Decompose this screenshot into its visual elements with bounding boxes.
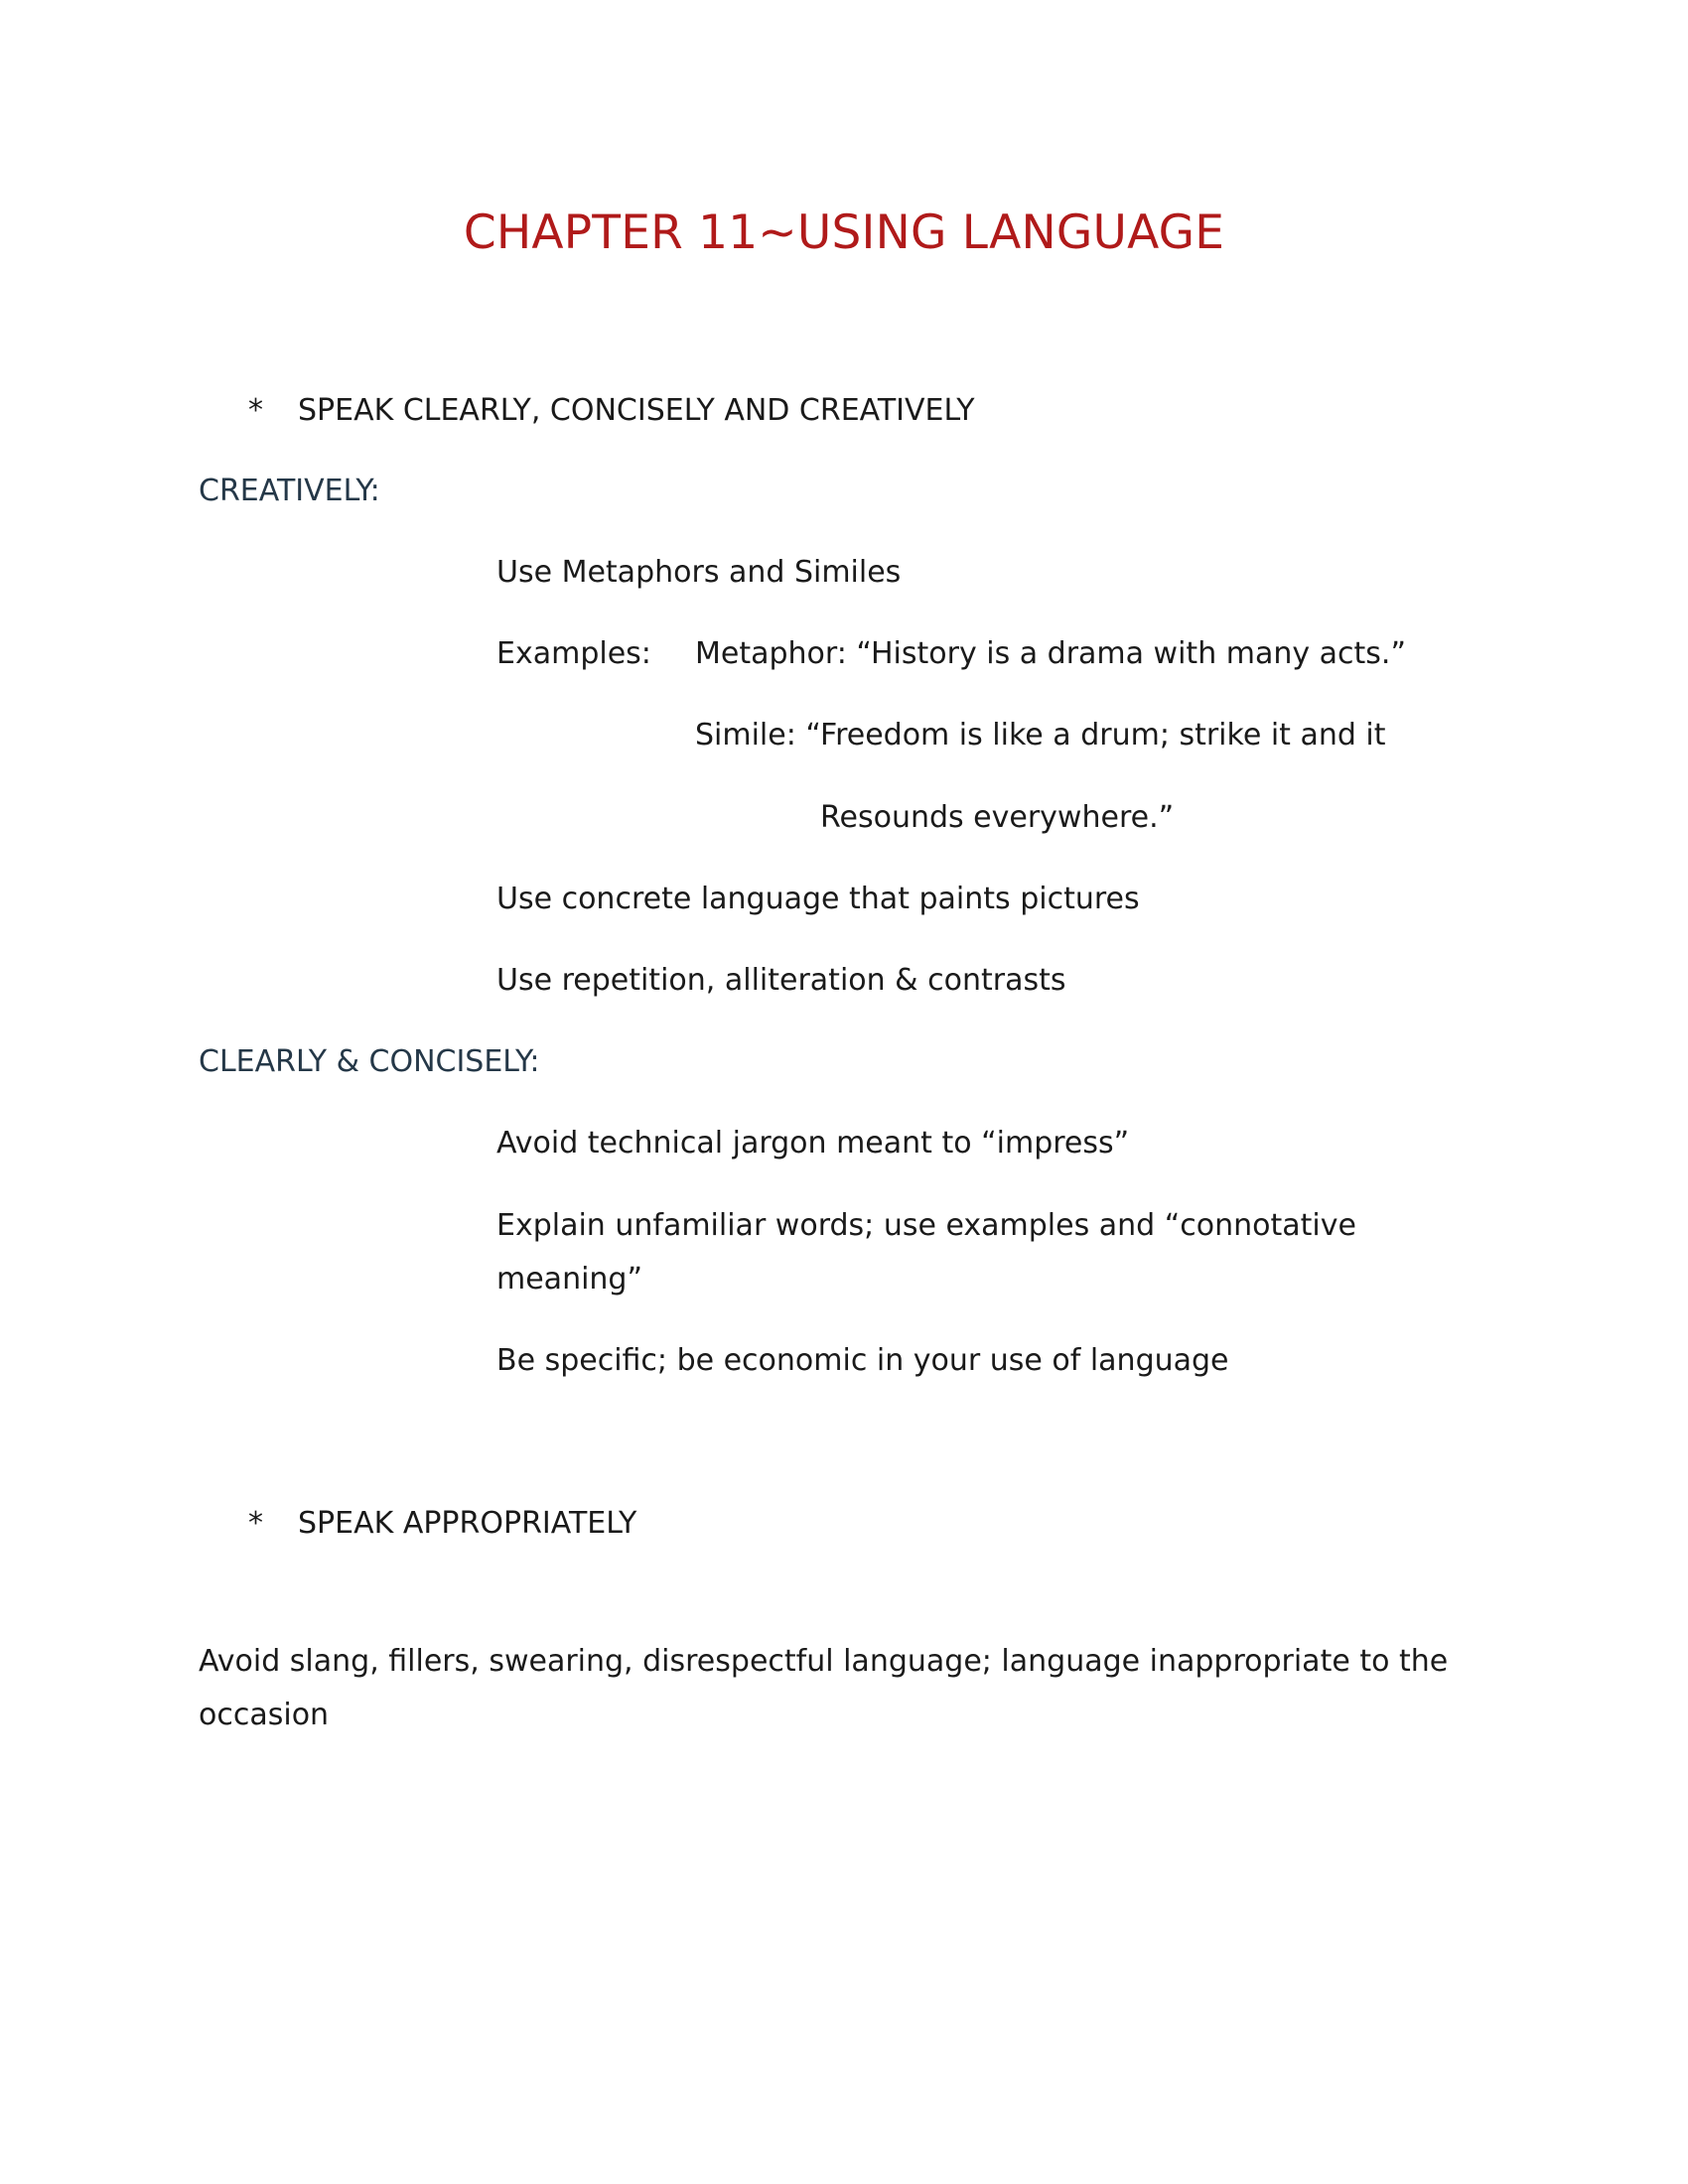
simile-example-line2: Resounds everywhere.” bbox=[820, 800, 1175, 835]
list-item: Use repetition, alliteration & contrasts bbox=[496, 963, 1066, 998]
list-item: Be specific; be economic in your use of language bbox=[496, 1343, 1229, 1378]
bullet-asterisk: * bbox=[248, 1506, 263, 1541]
bullet-asterisk: * bbox=[248, 393, 263, 428]
subheading-creatively: CREATIVELY: bbox=[199, 474, 380, 508]
chapter-title: CHAPTER 11~USING LANGUAGE bbox=[463, 205, 1225, 260]
section-heading-speak-appropriately: SPEAK APPROPRIATELY bbox=[298, 1506, 637, 1541]
section-heading-speak-clearly: SPEAK CLEARLY, CONCISELY AND CREATIVELY bbox=[298, 393, 975, 428]
list-item: Explain unfamiliar words; use examples and “connotative meaning” bbox=[496, 1208, 1356, 1297]
metaphor-example: Metaphor: “History is a drama with many acts.” bbox=[695, 636, 1407, 671]
subheading-clearly-concisely: CLEARLY & CONCISELY: bbox=[199, 1044, 540, 1079]
examples-label: Examples: bbox=[496, 636, 651, 671]
list-item: Use concrete language that paints pictures bbox=[496, 882, 1140, 916]
closing-paragraph: Avoid slang, fillers, swearing, disrespectful language; language inappropriate to the occasion bbox=[199, 1644, 1449, 1732]
simile-example-line1: Simile: “Freedom is like a drum; strike it and it bbox=[695, 718, 1386, 752]
list-item: Avoid technical jargon meant to “impress” bbox=[496, 1126, 1130, 1160]
list-item: Use Metaphors and Similes bbox=[496, 555, 902, 590]
